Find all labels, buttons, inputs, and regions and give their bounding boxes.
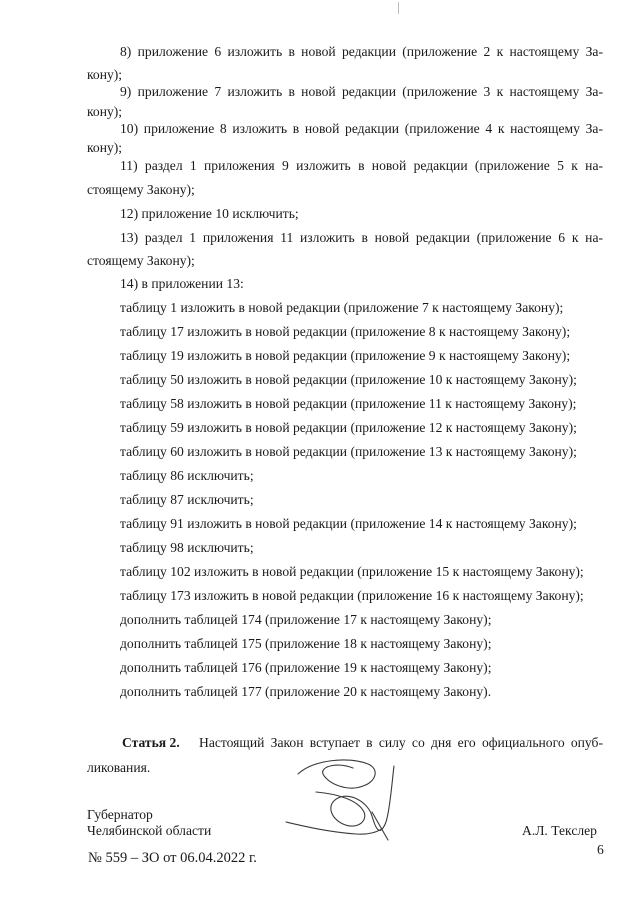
page-number: 6 [597,842,604,857]
table-item: дополнить таблицей 174 (приложение 17 к настоящему Закону); [120,612,492,627]
table-item: таблицу 86 исключить; [120,468,254,483]
item-13-line1: 13) раздел 1 приложения 11 изложить в новой редакции (приложение 6 к на- [120,230,603,245]
item-10-line2: кону); [87,140,123,155]
table-item: дополнить таблицей 176 (приложение 19 к настоящему Закону); [120,660,492,675]
table-item: дополнить таблицей 177 (приложение 20 к настоящему Закону). [120,684,492,699]
table-item: таблицу 102 изложить в новой редакции (приложение 15 к настоящему Закону); [120,564,584,579]
table-item: дополнить таблицей 175 (приложение 18 к настоящему Закону); [120,636,492,651]
table-item: таблицу 1 изложить в новой редакции (приложение 7 к настоящему Закону); [120,300,564,315]
governor-name: А.Л. Текслер [522,823,597,838]
article-text-line2: ликования. [87,760,151,775]
table-item: таблицу 91 изложить в новой редакции (приложение 14 к настоящему Закону); [120,516,577,531]
item-14: 14) в приложении 13: [120,276,244,291]
item-11-line2: стоящему Закону); [87,182,195,197]
item-9-line1: 9) приложение 7 изложить в новой редакции (приложение 3 к настоящему За- [120,84,603,99]
item-10-line1: 10) приложение 8 изложить в новой редакции (приложение 4 к настоящему За- [120,121,603,136]
table-item: таблицу 87 исключить; [120,492,254,507]
governor-title: Губернатор [87,807,153,822]
table-item: таблицу 59 изложить в новой редакции (приложение 12 к настоящему Закону); [120,420,577,435]
scan-artifact [398,2,399,14]
article-label: Статья 2. [122,735,180,750]
table-item: таблицу 50 изложить в новой редакции (приложение 10 к настоящему Закону); [120,372,577,387]
table-item: таблицу 17 изложить в новой редакции (приложение 8 к настоящему Закону); [120,324,571,339]
signature-image [268,752,418,847]
item-13-line2: стоящему Закону); [87,253,195,268]
law-number: № 559 – ЗО от 06.04.2022 г. [88,850,257,866]
table-item: таблицу 98 исключить; [120,540,254,555]
table-item: таблицу 19 изложить в новой редакции (приложение 9 к настоящему Закону); [120,348,571,363]
table-item: таблицу 60 изложить в новой редакции (приложение 13 к настоящему Закону); [120,444,577,459]
table-item: таблицу 58 изложить в новой редакции (приложение 11 к настоящему Закону); [120,396,577,411]
item-11-line1: 11) раздел 1 приложения 9 изложить в новой редакции (приложение 5 к на- [120,158,603,173]
article-text-line1: Настоящий Закон вступает в силу со дня его официального опуб- [199,735,603,750]
item-8-line1: 8) приложение 6 изложить в новой редакции (приложение 2 к настоящему За- [120,44,603,59]
table-item: таблицу 173 изложить в новой редакции (приложение 16 к настоящему Закону); [120,588,584,603]
item-8-line2: кону); [87,67,123,82]
item-12: 12) приложение 10 исключить; [120,206,299,221]
governor-region: Челябинской области [87,823,212,838]
item-9-line2: кону); [87,104,123,119]
